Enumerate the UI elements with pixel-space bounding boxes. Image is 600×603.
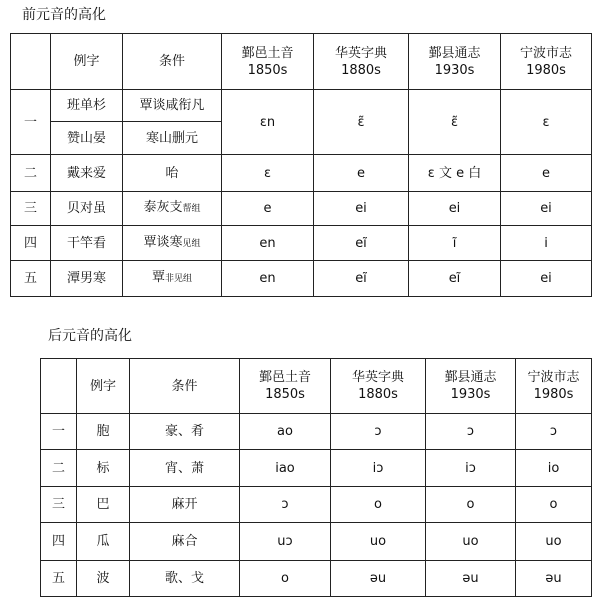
row-number: 二 bbox=[41, 450, 77, 487]
source-name: 华英字典 bbox=[351, 370, 404, 385]
source-name: 华英字典 bbox=[334, 45, 387, 61]
example-cell: 标 bbox=[77, 450, 130, 487]
value-cell: ɛ bbox=[222, 155, 314, 192]
header-source bbox=[516, 359, 592, 414]
value-cell: ɔ bbox=[516, 414, 592, 450]
condition-text: 覃谈寒 bbox=[143, 234, 183, 250]
example-cell: 潭男寒 bbox=[51, 261, 123, 297]
header-source bbox=[426, 359, 516, 414]
header-example: 例字 bbox=[77, 359, 130, 414]
value-cell: ei bbox=[314, 192, 409, 226]
source-name: 宁波市志 bbox=[527, 370, 580, 385]
condition-cell: 覃谈咸衔凡 bbox=[123, 90, 222, 122]
value-cell: e bbox=[222, 192, 314, 226]
row-number: 一 bbox=[41, 414, 77, 450]
row-number: 五 bbox=[41, 561, 77, 597]
value-cell: ɔ bbox=[240, 487, 331, 523]
condition-cell: 咍 bbox=[123, 155, 222, 192]
value-cell: əu bbox=[516, 561, 592, 597]
value-cell: uo bbox=[426, 523, 516, 561]
value-cell: eĩ bbox=[314, 226, 409, 261]
example-cell: 胞 bbox=[77, 414, 130, 450]
value-cell: eĩ bbox=[314, 261, 409, 297]
condition-cell bbox=[123, 192, 222, 226]
source-year: 1980s bbox=[533, 387, 574, 402]
row-number: 一 bbox=[11, 90, 51, 155]
back-vowel-title: 后元音的高化 bbox=[48, 328, 132, 344]
value-cell: ɛn bbox=[222, 90, 314, 155]
row-number: 三 bbox=[11, 192, 51, 226]
source-year: 1980s bbox=[526, 62, 566, 78]
source-year: 1850s bbox=[265, 387, 305, 402]
value-cell: o bbox=[426, 487, 516, 523]
condition-cell: 宵、萧 bbox=[130, 450, 240, 487]
condition-cell: 歌、戈 bbox=[130, 561, 240, 597]
value-cell: i bbox=[501, 226, 592, 261]
value-cell: ei bbox=[501, 192, 592, 226]
source-name: 鄞邑土音 bbox=[258, 370, 311, 385]
table-row bbox=[11, 192, 592, 226]
source-name: 鄞县通志 bbox=[444, 370, 497, 385]
table-row bbox=[11, 90, 592, 122]
row-number: 三 bbox=[41, 487, 77, 523]
source-year: 1880s bbox=[341, 62, 381, 78]
value-cell: e bbox=[501, 155, 592, 192]
value-cell: io bbox=[516, 450, 592, 487]
value-cell: eĩ bbox=[409, 261, 501, 297]
table-row bbox=[11, 261, 592, 297]
table-row bbox=[41, 487, 592, 523]
table-row bbox=[41, 561, 592, 597]
condition-note: 见组 bbox=[182, 238, 201, 249]
condition-note: 非见组 bbox=[165, 274, 193, 284]
source-year: 1930s bbox=[434, 62, 475, 78]
example-cell: 班单杉 bbox=[51, 90, 123, 122]
value-cell: iao bbox=[240, 450, 331, 487]
value-cell: ɔ bbox=[331, 414, 426, 450]
value-cell: en bbox=[222, 261, 314, 297]
table-row bbox=[41, 523, 592, 561]
value-cell: en bbox=[222, 226, 314, 261]
source-year: 1880s bbox=[358, 387, 398, 402]
condition-cell: 麻合 bbox=[130, 523, 240, 561]
table-row bbox=[41, 450, 592, 487]
row-number: 四 bbox=[11, 226, 51, 261]
header-corner bbox=[11, 34, 51, 90]
example-cell: 干竿看 bbox=[51, 226, 123, 261]
value-cell: ɛ̃ bbox=[409, 90, 501, 155]
row-number: 四 bbox=[41, 523, 77, 561]
value-cell: ɔ bbox=[426, 414, 516, 450]
value-cell: uo bbox=[516, 523, 592, 561]
value-cell: uo bbox=[331, 523, 426, 561]
header-condition: 条件 bbox=[130, 359, 240, 414]
header-source bbox=[331, 359, 426, 414]
condition-cell bbox=[123, 261, 222, 297]
source-name: 鄞邑土音 bbox=[241, 45, 294, 61]
example-cell: 贝对虽 bbox=[51, 192, 123, 226]
front-vowel-table bbox=[10, 33, 592, 297]
value-cell: ɛ 文 e 白 bbox=[409, 155, 501, 192]
table-header-row bbox=[11, 34, 592, 90]
row-number: 二 bbox=[11, 155, 51, 192]
value-cell: o bbox=[331, 487, 426, 523]
value-cell: iɔ bbox=[331, 450, 426, 487]
source-name: 宁波市志 bbox=[519, 45, 572, 61]
source-name: 鄞县通志 bbox=[428, 45, 481, 61]
header-source bbox=[240, 359, 331, 414]
condition-text: 覃 bbox=[151, 270, 165, 285]
header-source bbox=[314, 34, 409, 90]
header-condition: 条件 bbox=[123, 34, 222, 90]
condition-cell: 豪、肴 bbox=[130, 414, 240, 450]
table-row bbox=[11, 155, 592, 192]
example-cell: 巴 bbox=[77, 487, 130, 523]
value-cell: ao bbox=[240, 414, 331, 450]
example-cell: 戴来爱 bbox=[51, 155, 123, 192]
header-example: 例字 bbox=[51, 34, 123, 90]
value-cell: iɔ bbox=[426, 450, 516, 487]
condition-cell: 寒山删元 bbox=[123, 122, 222, 155]
condition-cell bbox=[123, 226, 222, 261]
value-cell: ei bbox=[501, 261, 592, 297]
front-vowel-title: 前元音的高化 bbox=[22, 7, 106, 23]
value-cell: ĩ bbox=[409, 226, 501, 261]
source-year: 1850s bbox=[247, 62, 288, 78]
row-number: 五 bbox=[11, 261, 51, 297]
back-vowel-table bbox=[40, 358, 592, 597]
condition-cell: 麻开 bbox=[130, 487, 240, 523]
table-row bbox=[41, 414, 592, 450]
header-source bbox=[501, 34, 592, 90]
header-source bbox=[409, 34, 501, 90]
value-cell: ɛ bbox=[501, 90, 592, 155]
condition-note: 帮组 bbox=[182, 204, 201, 214]
value-cell: ei bbox=[409, 192, 501, 226]
header-source bbox=[222, 34, 314, 90]
table-header-row bbox=[41, 359, 592, 414]
example-cell: 赞山晏 bbox=[51, 122, 123, 155]
value-cell: ɛ̃ bbox=[314, 90, 409, 155]
table-row bbox=[11, 226, 592, 261]
value-cell: əu bbox=[426, 561, 516, 597]
value-cell: uɔ bbox=[240, 523, 331, 561]
condition-text: 泰灰支 bbox=[143, 200, 183, 215]
header-corner bbox=[41, 359, 77, 414]
value-cell: o bbox=[516, 487, 592, 523]
value-cell: e bbox=[314, 155, 409, 192]
source-year: 1930s bbox=[450, 387, 491, 402]
value-cell: əu bbox=[331, 561, 426, 597]
example-cell: 波 bbox=[77, 561, 130, 597]
example-cell: 瓜 bbox=[77, 523, 130, 561]
value-cell: o bbox=[240, 561, 331, 597]
